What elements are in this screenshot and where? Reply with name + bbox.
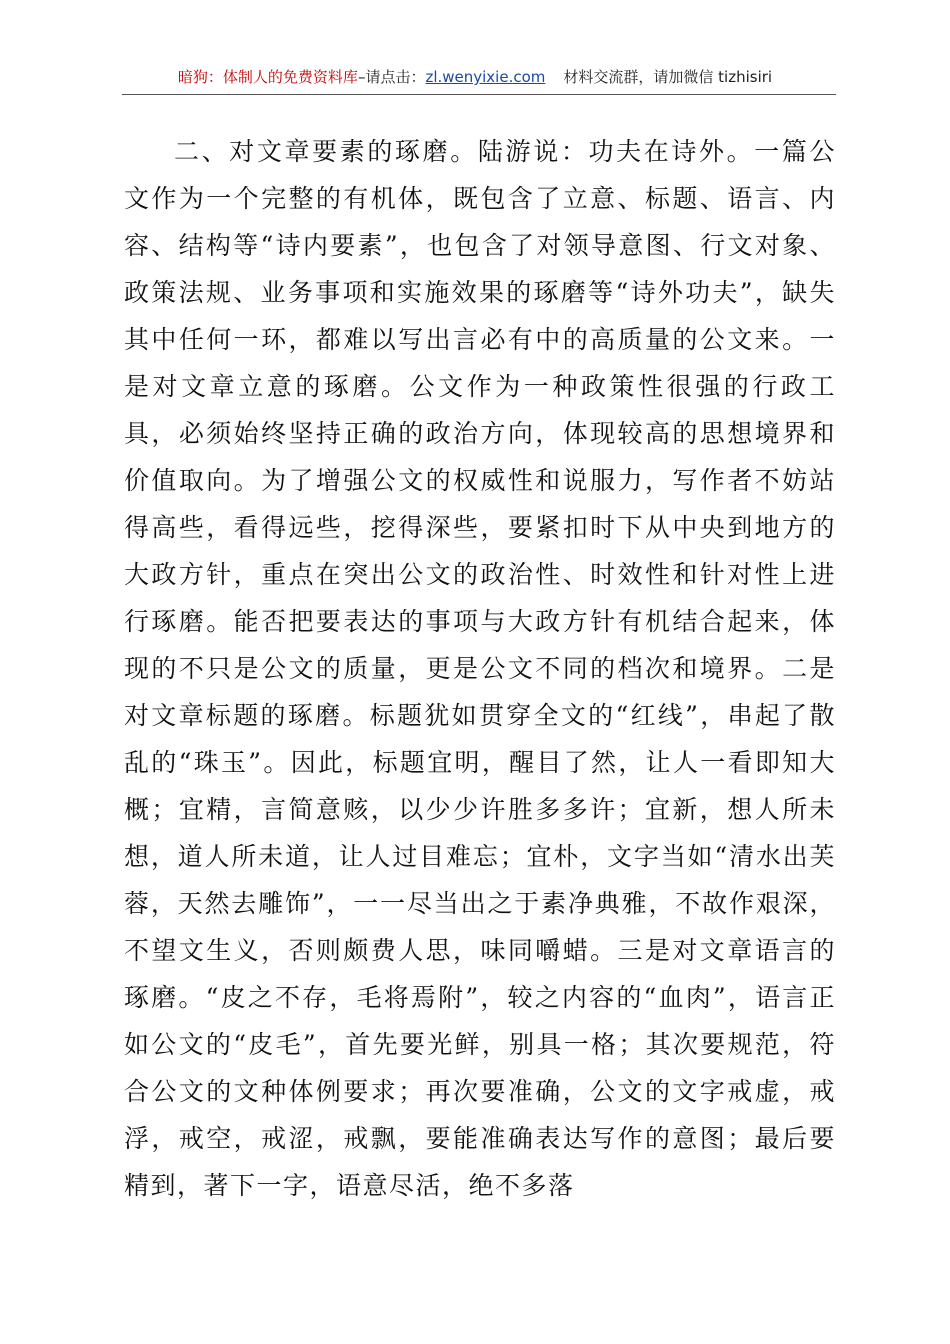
header-link[interactable]: zl.wenyixie.com [425,68,546,86]
header-contact: 材料交流群，请加微信 tizhisiri [563,68,773,86]
body-paragraph: 二、对文章要素的琢磨。陆游说：功夫在诗外。一篇公文作为一个完整的有机体，既包含了立意、标题、语言、内容、结构等“诗内要素”，也包含了对领导意图、行文对象、政策法规、业务事项和实施效果的琢磨等“诗外功夫”，缺失其中任何一环，都难以写出言必有中的高质量的公文来。一是对文章立意的琢磨。公文作为一种政策性很强的行政工具，必须始终坚持正确的政治方向，体现较高的思想境界和价值取向。为了增强公文的权威性和说服力，写作者不妨站得高些，看得远些，挖得深些，要紧扣时下从中央到地方的大政方针，重点在突出公文的政治性、时效性和针对性上进行琢磨。能否把要表达的事项与大政方针有机结合起来，体现的不只是公文的质量，更是公文不同的档次和境界。二是对文章标题的琢磨。标题犹如贯穿全文的“红线”，串起了散乱的“珠玉”。因此，标题宜明，醒目了然，让人一看即知大概；宜精，言简意赅，以少少许胜多多许；宜新，想人所未想，道人所未道，让人过目难忘；宜朴，文字当如“清水出芙蓉，天然去雕饰”，一一尽当出之于素净典雅，不故作艰深，不望文生义，否则颇费人思，味同嚼蜡。三是对文章语言的琢磨。“皮之不存，毛将焉附”，较之内容的“血肉”，语言正如公文的“皮毛”，首先要光鲜，别具一格；其次要规范，符合公文的文种体例要求；再次要准确，公文的文字戒虚，戒浮，戒空，戒涩，戒飘，要能准确表达写作的意图；最后要精到，著下一字，语意尽活，绝不多落 [124,137,836,1200]
page-header [0,66,950,88]
header-site-name: 暗狗：体制人的免费资料库 [177,68,358,86]
header-divider [122,94,836,95]
header-prompt: –请点击： [357,68,426,86]
